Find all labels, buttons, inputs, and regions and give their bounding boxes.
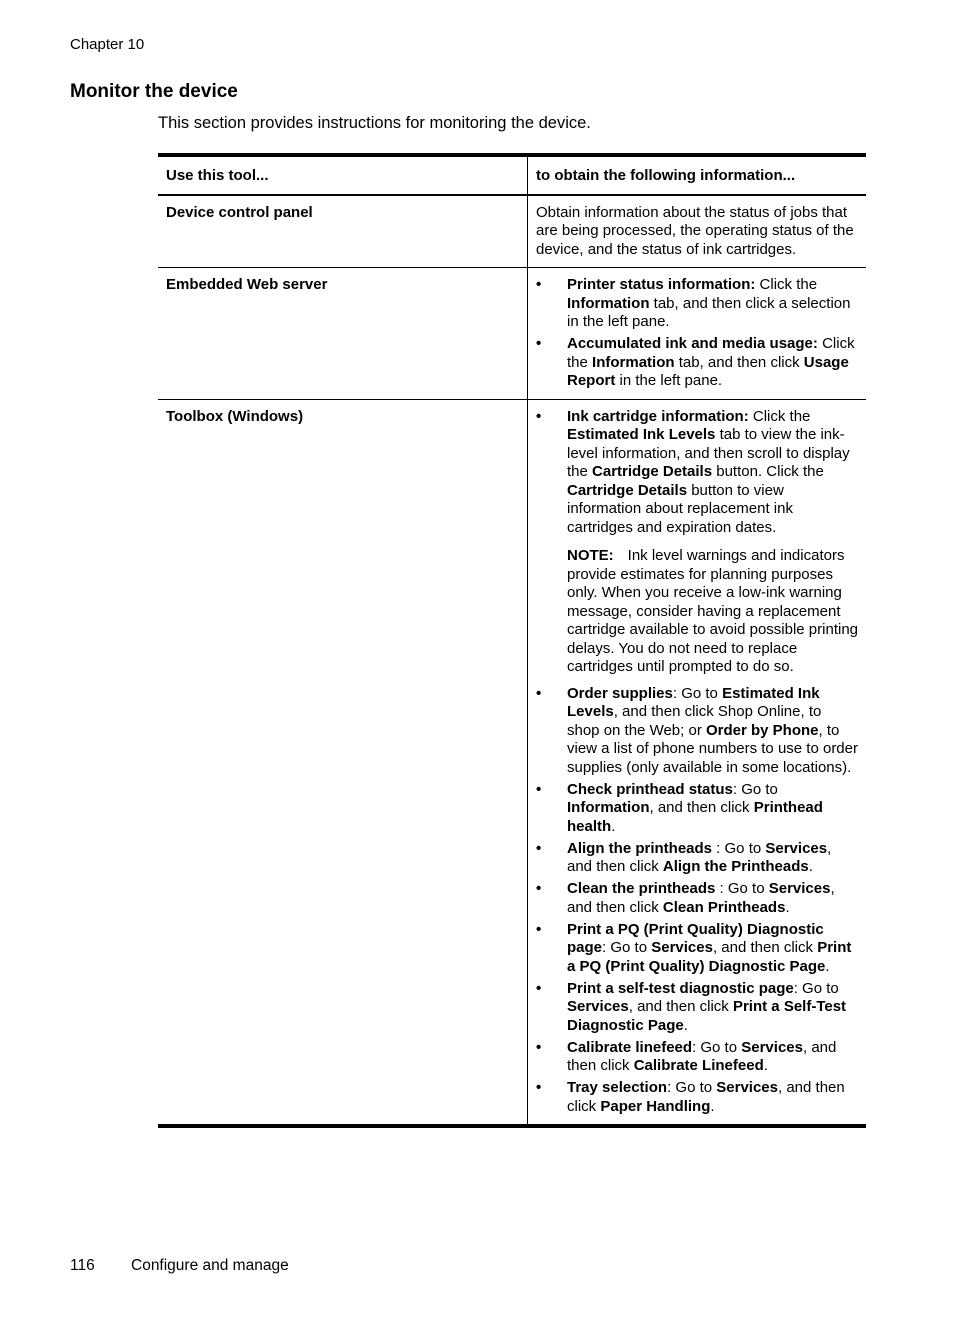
intro-paragraph: This section provides instructions for monitoring the device. [158,114,591,132]
section-heading: Monitor the device [70,81,238,102]
bullet-icon: • [536,276,542,293]
list-item: • Accumulated ink and media usage: Click the Information tab, and then click Usage Report in the left pane. [536,335,855,389]
table-row [158,399,866,1126]
bullet-icon: • [536,880,542,897]
list-item: • Order supplies: Go to Estimated Ink Levels, and then click Shop Online, to shop on the Web; or Order by Phone, to view a list of phone numbers to use to order supplies (only available in some locations). [536,684,858,776]
tool-cell-device-control-panel: Device control panel [158,195,528,268]
info-cell-embedded-web-server [528,268,867,400]
note-box [567,547,858,677]
monitor-tools-table [158,153,866,1128]
bullet-icon: • [536,979,542,997]
footer-section-title: Configure and manage [131,1257,289,1274]
list-item: • Check printhead status: Go to Information, and then click Printhead health. [536,780,823,835]
list-item: • Printer status information: Click the Information tab, and then click a selection in the left pane. [536,276,851,330]
bullet-icon: • [536,839,542,857]
bullet-icon: • [536,684,542,702]
table-row [158,195,866,268]
table-row [158,268,866,400]
note-text: Ink level warnings and indicators provide estimates for planning purposes only. When you receive a low-ink warning message, consider having a replacement cartridge available to avoid possible printing delays. You do not need to replace cartridges until prompted to do so. [567,547,859,675]
table-header-row [158,155,866,195]
tool-cell-embedded-web-server: Embedded Web server [158,268,528,400]
note-label: NOTE: [567,547,614,564]
list-item: • Clean the printheads : Go to Services, and then click Clean Printheads. [536,880,835,916]
bullet-list [536,408,858,1117]
info-cell-device-control-panel: Obtain information about the status of jobs that are being processed, the operating status of the device, and the status of ink cartridges. [528,195,867,268]
bullet-icon: • [536,407,542,425]
list-item: • Align the printheads : Go to Services, and then click Align the Printheads. [536,839,832,875]
bullet-icon: • [536,335,542,352]
bullet-list [536,276,858,391]
bullet-icon: • [536,1038,542,1056]
tool-cell-toolbox-windows: Toolbox (Windows) [158,399,528,1126]
chapter-label: Chapter 10 [70,36,145,53]
list-item: • Print a PQ (Print Quality) Diagnostic page: Go to Services, and then click Print a PQ (Print Quality) Diagnostic Page. [536,920,852,975]
list-item: • Calibrate linefeed: Go to Services, and then click Calibrate Linefeed. [536,1038,837,1074]
list-item: • Print a self-test diagnostic page: Go to Services, and then click Print a Self-Test Diagnostic Page. [536,979,847,1034]
header-tool-cell: Use this tool... [158,155,528,195]
header-info-cell: to obtain the following information... [528,155,867,195]
page-number: 116 [70,1257,95,1274]
bullet-icon: • [536,780,542,798]
list-item: • Tray selection: Go to Services, and then click Paper Handling. [536,1079,845,1115]
list-item: • Ink cartridge information: Click the Estimated Ink Levels tab to view the ink-level information, and then scroll to display the Cartridge Details button. Click the Cartridge Details button to view information about replacement ink cartridges and expiration dates. NOTE: Ink level warnings and indicators provide estimates for planning purposes only. When you receive a low-ink warning message, consider having a replacement cartridge available to avoid possible printing delays. You do not need to replace cartridges until prompted to do so. [536,407,859,675]
bullet-icon: • [536,920,542,938]
bullet-icon: • [536,1079,542,1096]
info-cell-toolbox-windows [528,399,867,1126]
